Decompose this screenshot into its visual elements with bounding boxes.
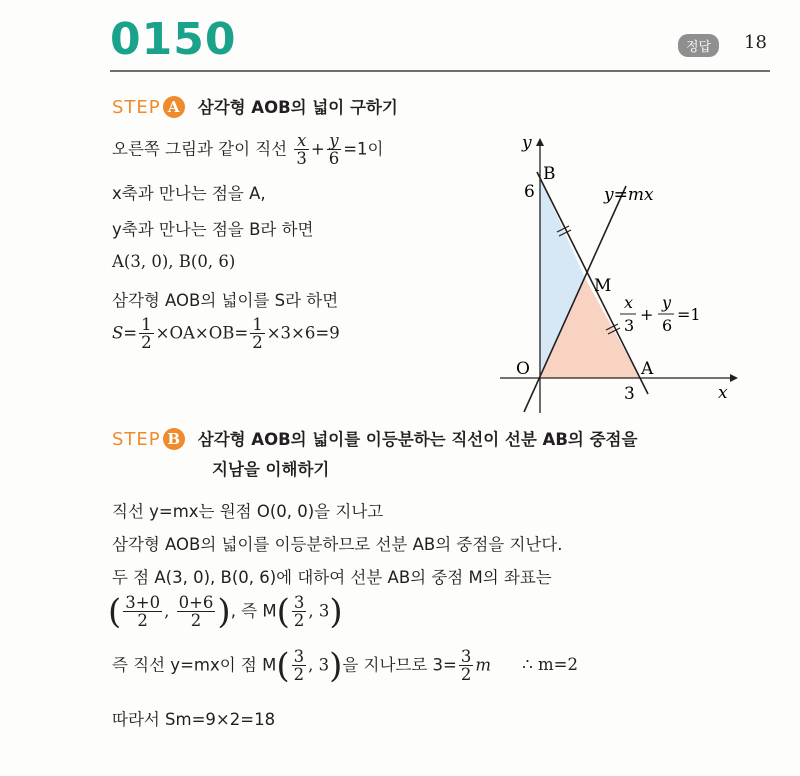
- frac-num: 0+6: [178, 593, 214, 612]
- m-y-coord: , 3: [308, 601, 330, 621]
- step-b-line-6: 따라서 Sm=9×2=18: [112, 710, 276, 729]
- m-y-coord: , 3: [308, 655, 330, 675]
- variable-m: m: [475, 655, 492, 675]
- frac-den: 2: [190, 611, 202, 631]
- step-b-line-3: 두 점 A(3, 0), B(0, 6)에 대하여 선분 AB의 중점 M의 좌표는: [112, 568, 552, 587]
- fraction-three-halves: [292, 648, 307, 684]
- line-y-mx-label: y=mx: [604, 185, 654, 205]
- step-a-label: STEP: [112, 97, 161, 118]
- frac-num: 3: [293, 593, 305, 612]
- point-m-label: M: [594, 276, 612, 296]
- step-b-line-5-after: 을 지나므로 3=: [342, 655, 457, 675]
- eq-plus: +: [640, 305, 654, 324]
- problem-number: 0150: [110, 14, 237, 65]
- step-b-line-5-head: 즉 직선 y=mx이 점 M: [112, 655, 277, 675]
- fraction-x-over-3: [294, 132, 309, 168]
- step-a-line-2: x축과 만나는 점을 A,: [112, 184, 266, 203]
- x-axis-label: x: [718, 383, 728, 403]
- answer-badge: 정답: [678, 34, 719, 57]
- step-a-line-1-text: 오른쪽 그림과 같이 직선: [112, 139, 288, 159]
- therefore-m: , 즉 M: [230, 601, 277, 621]
- step-a-letter: A: [163, 96, 185, 118]
- point-b-label: B: [543, 164, 556, 184]
- coordinate-graph: [500, 128, 750, 418]
- origin-label: O: [516, 359, 530, 379]
- step-a-line-1-tail: =1이: [343, 139, 384, 159]
- frac-num: 3: [460, 647, 472, 666]
- frac-den: 2: [137, 611, 148, 631]
- step-b-line-2: 삼각형 AOB의 넓이를 이등분하므로 선분 AB의 중점을 지난다.: [112, 535, 563, 554]
- step-b-line-4: [108, 591, 343, 632]
- frac-den: 2: [460, 665, 472, 685]
- step-b-line-1: 직선 y=mx는 원점 O(0, 0)을 지나고: [112, 502, 384, 521]
- step-a-line-3: y축과 만나는 점을 B라 하면: [112, 220, 314, 239]
- area-product: ×OA×OB=: [155, 323, 249, 343]
- paren-close: ): [329, 645, 343, 686]
- fraction-three-halves: [292, 594, 307, 630]
- eq-x: x: [624, 293, 634, 312]
- frac-num: x: [294, 132, 309, 150]
- paren-open: (: [108, 591, 122, 632]
- frac-num: 3: [293, 647, 305, 666]
- step-a-title: 삼각형 AOB의 넓이 구하기: [197, 98, 398, 117]
- step-b-label: STEP: [112, 429, 161, 450]
- frac-den: 2: [293, 611, 305, 631]
- eq-3: 3: [624, 316, 635, 335]
- frac-den: 2: [141, 333, 152, 353]
- fraction-one-half: [139, 316, 154, 352]
- frac-den: 6: [328, 149, 340, 169]
- step-a-line-1: [112, 132, 383, 168]
- eq-y: y: [662, 293, 672, 312]
- eq-tail: =1: [677, 305, 701, 324]
- x-tick-3: 3: [624, 384, 635, 404]
- comma: ,: [164, 601, 170, 621]
- frac-num: 1: [252, 315, 263, 334]
- frac-den: 2: [252, 333, 263, 353]
- fraction-midpoint-y: [177, 594, 216, 630]
- therefore-result: ∴ m=2: [522, 655, 579, 675]
- plus-sign: +: [310, 139, 325, 159]
- step-a-heading: [112, 94, 398, 118]
- fraction-y-over-6: [327, 132, 342, 168]
- answer-value: 18: [744, 32, 767, 53]
- step-b-line-5: [112, 645, 579, 686]
- frac-num: 1: [141, 315, 152, 334]
- s-equals: S=: [112, 323, 138, 343]
- step-b-title-2: 지남을 이해하기: [212, 460, 330, 479]
- step-a-line-6: [112, 316, 340, 352]
- y-axis-label: y: [522, 133, 532, 153]
- fraction-one-half-2: [250, 316, 265, 352]
- fraction-three-halves-2: [459, 648, 474, 684]
- step-b-letter: B: [163, 428, 185, 450]
- step-b-heading: [112, 426, 637, 450]
- y-tick-6: 6: [524, 182, 535, 202]
- step-b-title-1: 삼각형 AOB의 넓이를 이등분하는 직선이 선분 AB의 중점을: [197, 430, 638, 449]
- eq-6: 6: [662, 316, 673, 335]
- paren-open: (: [276, 591, 290, 632]
- paren-open: (: [276, 645, 290, 686]
- x-axis-arrow: [730, 374, 738, 382]
- step-a-line-4: A(3, 0), B(0, 6): [112, 252, 236, 271]
- area-result: ×3×6=9: [266, 323, 340, 343]
- header-divider: [110, 70, 770, 72]
- paren-close: ): [329, 591, 343, 632]
- frac-den: 2: [293, 665, 305, 685]
- step-a-line-5: 삼각형 AOB의 넓이를 S라 하면: [112, 291, 339, 310]
- frac-num: y: [327, 132, 342, 150]
- frac-den: 3: [296, 149, 307, 169]
- paren-close: ): [217, 591, 231, 632]
- point-a-label: A: [641, 359, 654, 379]
- frac-num: 3+0: [125, 593, 161, 612]
- y-axis-arrow: [536, 138, 544, 146]
- fraction-midpoint-x: [123, 594, 162, 630]
